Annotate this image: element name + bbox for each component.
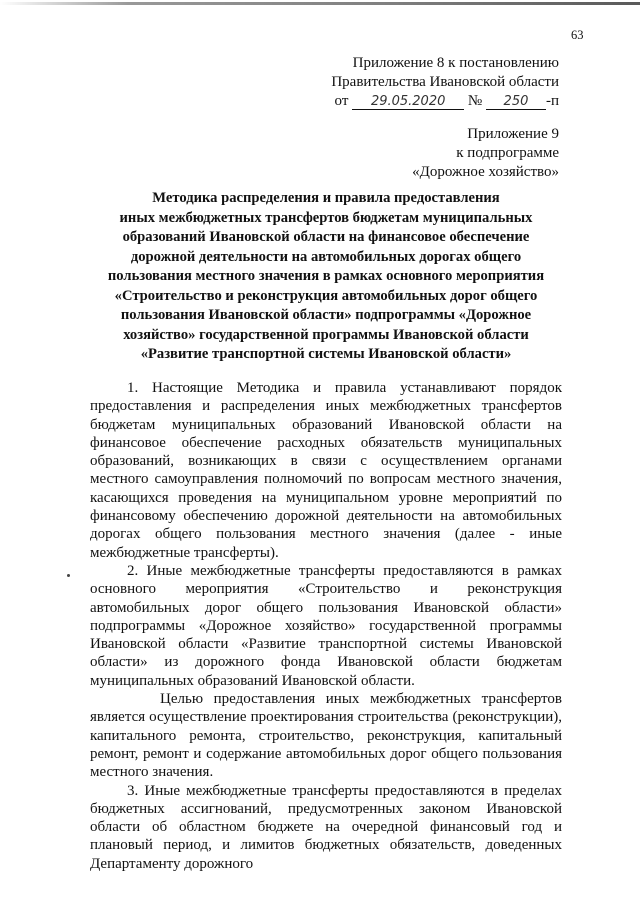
page-number: 63 [571,28,584,42]
approval-line-1: Приложение 8 к постановлению [352,55,559,71]
approval-date-line [331,92,559,111]
title-line: «Развитие транспортной системы Ивановской области» [140,346,512,362]
from-label: от [334,93,349,109]
title-line: «Строительство и реконструкция автомобильных дорог общего [114,287,538,304]
handwritten-number: 250 [486,94,546,110]
title-line: пользования местного значения в рамках основного мероприятия [107,268,545,284]
appendix-block [412,125,559,182]
title-line: хозяйство» государственной программы Ивановской области [123,326,529,343]
appendix-line-3: «Дорожное хозяйство» [412,164,559,180]
appendix-line-2: к подпрограмме [456,145,559,161]
approval-line-2: Правительства Ивановской области [331,74,559,90]
document-body [90,379,562,873]
title-line: дорожной деятельности на автомобильных дорогах общего [130,248,522,265]
number-suffix: -п [545,93,559,109]
paragraph-goal: Целью предоставления иных межбюджетных трансфертов является осуществление проектирования строительства (реконструкции), капитального ремонта, строительство, реконструкция, капитальный ремонт, ремонт и содержание автомобильных дорог общего пользования местного значения. [90,691,562,781]
scan-edge-line [0,2,640,5]
paragraph-1: 1. Настоящие Методика и правила устанавливают порядок предоставления и распределения иных межбюджетных трансфертов бюджетам муниципальных образований Ивановской области на финансовое обеспечение расходных обязательств муниципальных образований, возникающих в связи с осуществлением органами местного самоуправления полномочий по вопросам местного значения, касающихся проведения на муниципальном уровне мероприятий по финансовому обеспечению дорожной деятельности на автомобильных дорогах общего пользования местного значения (далее - иные межбюджетные трансферты). [90,380,562,561]
number-label: № [467,93,483,109]
scan-speck [67,574,70,577]
title-line: Методика распределения и правила предоставления [152,190,500,206]
paragraph-3: 3. Иные межбюджетные трансферты предоставляются в пределах бюджетных ассигнований, предусмотренных законом Ивановской области об областном бюджете на очередной финансовый год и плановый период, и лимитов бюджетных обязательств, доведенных Департаменту дорожного [90,782,562,872]
paragraph-2: 2. Иные межбюджетные трансферты предоставляются в рамках основного мероприятия «Строительство и реконструкция автомобильных дорог общего пользования Ивановской области» подпрограммы «Дорожное хозяйство» государственной программы Ивановской области «Развитие транспортной системы Ивановской области» из дорожного фонда Ивановской области бюджетам муниципальных образований Ивановской области. [90,562,562,689]
appendix-line-1: Приложение 9 [467,126,559,142]
approval-block [331,54,559,111]
handwritten-date: 29.05.2020 [352,94,464,110]
title-line: образований Ивановской области на финансовое обеспечение [122,229,530,245]
document-title [90,189,562,365]
title-line: пользования Ивановской области» подпрограммы «Дорожное [120,307,532,323]
title-line: иных межбюджетных трансфертов бюджетам муниципальных [119,209,533,226]
